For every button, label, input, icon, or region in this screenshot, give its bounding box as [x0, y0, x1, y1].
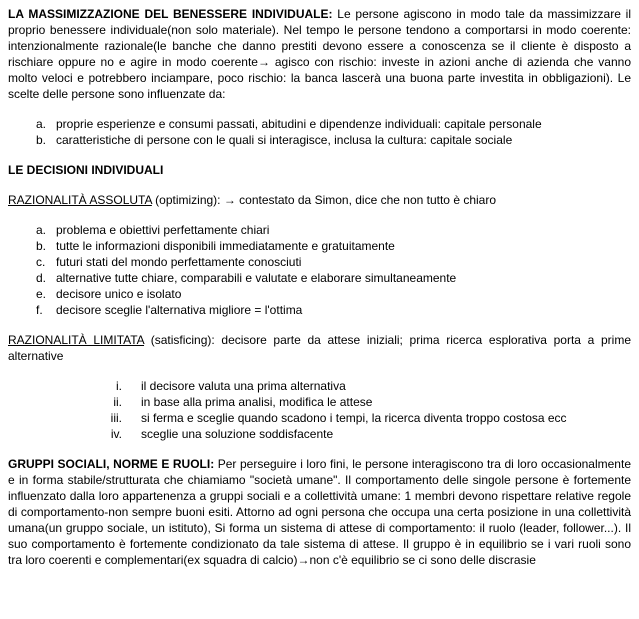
list-marker: a. — [36, 223, 47, 237]
list-item-text: decisore sceglie l'alternativa migliore = l'ottima — [56, 303, 303, 317]
list-marker: ii. — [113, 395, 122, 409]
list-item — [8, 426, 631, 442]
list-item-text: alternative tutte chiare, comparabili e valutate e elaborare simultaneamente — [56, 271, 457, 285]
gruppi-sociali-body: Per perseguire i loro fini, le persone interagiscono tra di loro occasionalmente e in forma stabile/strutturata che chiamiamo "società umane". Il comportamento delle singole persone è fortemente influenzato dalla loro appartenenza a gruppi sociali e a collettività umane: 1 membri devono rispettare relative regole di comportamento-non sempre buoni esiti. Attorno ad ogni persona che occupa una certa posizione in una collettività umana(un gruppo sociale, un istituto), Si forma un sistema di attese di comportamento: il ruolo (leader, follower...). Il suo comportamento è fortemente condizionato da tale sistema di attese. Il gruppo è in equilibrio se i vari ruoli sono tra loro coerenti e complementari(ex squadra di calcio)→non c'è equilibrio se ci sono delle discrasie — [8, 457, 631, 567]
paragraph-gruppi-sociali — [8, 456, 631, 568]
list-item-text: futuri stati del mondo perfettamente conosciuti — [56, 255, 302, 269]
list-item — [8, 238, 631, 254]
list-marker: c. — [36, 255, 46, 269]
list-marker: d. — [36, 271, 47, 285]
paragraph-razionalita-limitata — [8, 332, 631, 364]
razionalita-assoluta-term: RAZIONALITÀ ASSOLUTA — [8, 193, 152, 207]
list-item — [8, 394, 631, 410]
massimizzazione-title: LA MASSIMIZZAZIONE DEL BENESSERE INDIVIDUALE: — [8, 7, 333, 21]
list-item-text: in base alla prima analisi, modifica le attese — [141, 395, 373, 409]
list-item — [8, 410, 631, 426]
paragraph-razionalita-assoluta — [8, 192, 631, 208]
list-item-text: tutte le informazioni disponibili immediatamente e gratuitamente — [56, 239, 395, 253]
list-item-text: decisore unico e isolato — [56, 287, 182, 301]
heading-decisioni-individuali: LE DECISIONI INDIVIDUALI — [8, 163, 164, 177]
list-marker: e. — [36, 287, 47, 301]
assoluta-list — [8, 222, 631, 318]
list-marker: f. — [36, 303, 43, 317]
list-item-text: problema e obiettivi perfettamente chiari — [56, 223, 270, 237]
influenze-list — [8, 116, 631, 148]
razionalita-assoluta-rest: (optimizing): → contestato da Simon, dice che non tutto è chiaro — [151, 193, 497, 207]
list-marker: iv. — [110, 427, 122, 441]
list-item — [8, 116, 631, 132]
list-item-text: proprie esperienze e consumi passati, abitudini e dipendenze individuali: capitale personale — [56, 117, 542, 131]
list-item — [8, 132, 631, 148]
list-item — [8, 254, 631, 270]
list-marker: a. — [36, 117, 47, 131]
list-marker: b. — [36, 239, 47, 253]
list-item-text: caratteristiche di persone con le quali si interagisce, inclusa la cultura: capitale sociale — [56, 133, 513, 147]
list-marker: i. — [116, 379, 122, 393]
razionalita-limitata-term: RAZIONALITÀ LIMITATA — [8, 333, 145, 347]
razionalita-limitata-rest: (satisficing): decisore parte da attese iniziali; prima ricerca esplorativa porta a prime alternative — [8, 333, 631, 363]
list-item — [8, 302, 631, 318]
list-item-text: si ferma e sceglie quando scadono i tempi, la ricerca diventa troppo costosa ecc — [141, 411, 567, 425]
list-item — [8, 378, 631, 394]
list-marker: b. — [36, 133, 47, 147]
limitata-list — [8, 378, 631, 442]
list-item — [8, 286, 631, 302]
list-marker: iii. — [110, 411, 122, 425]
list-item — [8, 222, 631, 238]
gruppi-sociali-title: GRUPPI SOCIALI, NORME E RUOLI: — [8, 457, 215, 471]
massimizzazione-body: Le persone agiscono in modo tale da massimizzare il proprio benessere individuale(non solo materiale). Nel tempo le persone tendono a comportarsi in modo coerente: intenzionalmente razionale(le banche che danno prestiti devono essere a conoscenza se il cliente è disposto a rischiare oppure no e agire in modo coerente→ agisco con rischio: investe in azioni anche di azienda che vanno molto veloci e potrebbero inciampare, poco rischio: la banca lascerà una buona parte investita in obbligazioni). Le scelte delle persone sono influenzate da: — [8, 7, 631, 101]
list-item — [8, 270, 631, 286]
list-item-text: il decisore valuta una prima alternativa — [141, 379, 346, 393]
list-item-text: sceglie una soluzione soddisfacente — [141, 427, 334, 441]
paragraph-massimizzazione — [8, 6, 631, 102]
